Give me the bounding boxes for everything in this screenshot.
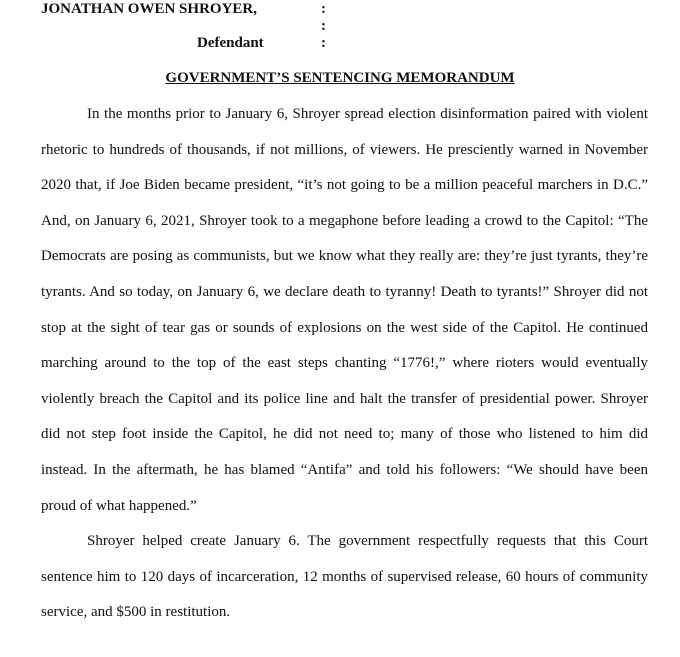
- paragraph: Shroyer helped create January 6. The government respectfully requests that this Court sentence him to 120 days of incarceration, 12 months of supervised release, 60 hours of community service, and $500 in restitution.: [41, 533, 648, 621]
- defendant-name: JONATHAN OWEN SHROYER,: [41, 1, 257, 17]
- caption-separator: :: [321, 1, 326, 17]
- defendant-label: Defendant: [197, 35, 264, 51]
- document-title: GOVERNMENT’S SENTENCING MEMORANDUM: [165, 70, 515, 86]
- caption-separator: :: [321, 18, 326, 34]
- paragraph: In the months prior to January 6, Shroyer spread election disinformation paired with violent rhetoric to hundreds of thousands, if not millions, of viewers. He presciently warned in November 2020 that, if Joe Biden became president, “it’s not going to be a million peaceful marchers in D.C.” And, on January 6, 2021, Shroyer took to a megaphone before leading a crowd to the Capitol: “The Democrats are posing as communists, but we know what they really are: they’re just tyrants, they’re tyrants. And so today, on January 6, we declare death to tyranny! Death to tyrants!” Shroyer did not stop at the sight of tear gas or sounds of explosions on the west side of the Capitol. He continued marching around to the top of the east steps chanting “1776!,” where rioters would eventually violently breach the Capitol and its police line and halt the transfer of presidential power. Shroyer did not step foot inside the Capitol, he did not need to; many of those who listened to him did instead. In the aftermath, he has blamed “Antifa” and told his followers: “We should have been proud of what happened.”: [41, 106, 648, 514]
- caption-separator: :: [321, 35, 326, 51]
- memorandum-body: [41, 97, 648, 631]
